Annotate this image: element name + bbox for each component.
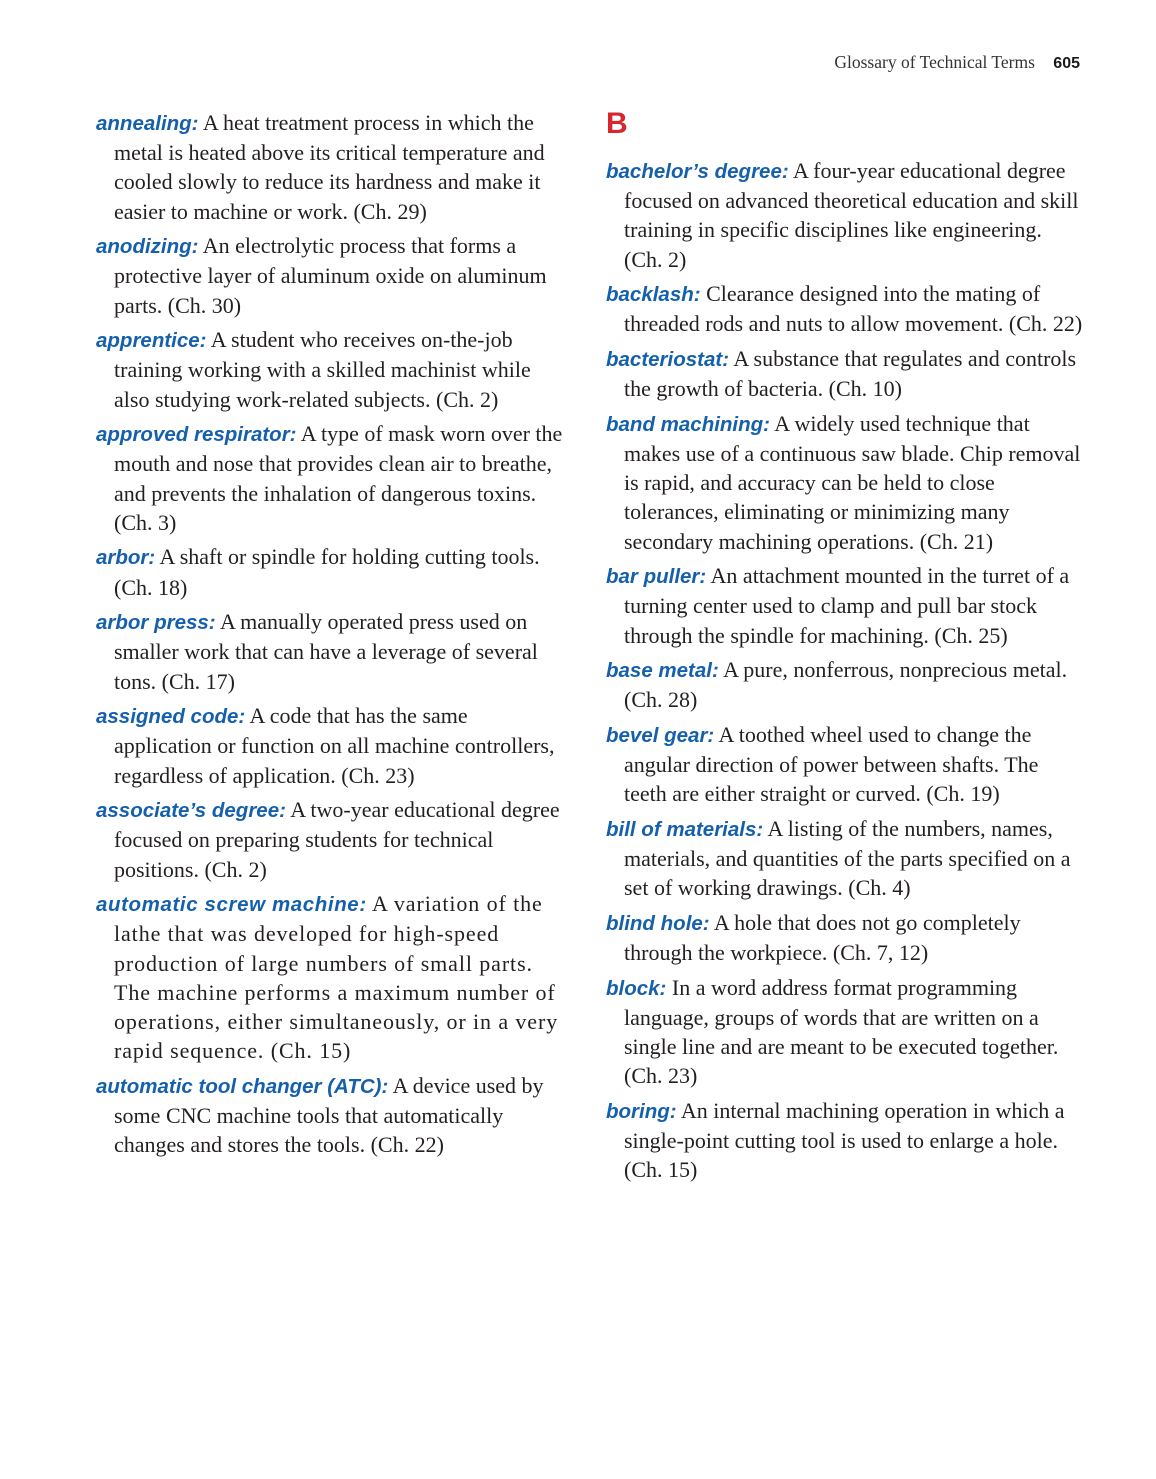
glossary-entry [606,279,1084,338]
glossary-definition: A type of mask worn over the mouth and nose that provides clean air to breathe, and prevents the inhalation of dangerous toxins. (Ch. 3) [114,421,563,535]
glossary-term: band machining: [606,412,770,436]
glossary-definition: A variation of the lathe that was developed for high-speed production of large numbers of small parts. The machine performs a maximum number of operations, either simultaneously, or in a very rapid sequence. (Ch. 15) [114,891,559,1064]
glossary-term: apprentice: [96,329,207,353]
glossary-entry [96,419,570,537]
glossary-entry [606,561,1084,650]
glossary-definition: An attachment mounted in the turret of a turning center used to clamp and pull bar stock through the spindle for machining. (Ch. 25) [624,563,1070,648]
glossary-entry [606,409,1084,556]
running-head-title: Glossary of Technical Terms [834,52,1035,72]
section-letter-heading: B [606,107,628,140]
glossary-entry [96,542,570,601]
glossary-term: boring: [606,1100,677,1123]
glossary-definition: In a word address format programming language, groups of words that are written on a single line and are meant to be executed together. (Ch. 23) [624,974,1059,1089]
glossary-definition: An internal machining operation in which a single-point cutting tool is used to enlarge a hole. (Ch. 15) [624,1098,1065,1183]
glossary-entry [96,325,570,414]
glossary-term: blind hole: [606,912,710,935]
glossary-term: annealing: [96,112,199,135]
glossary-entry [96,795,570,884]
glossary-entry [606,156,1084,274]
glossary-definition: A student who receives on-the-job training working with a skilled machinist while also studying work-related subjects. (Ch. 2) [114,327,531,412]
glossary-definition: A widely used technique that makes use of a continuous saw blade. Chip removal is rapid, and accuracy can be held to close tolerances, eliminating or minimizing many secondary machining operations. (Ch. 21) [624,410,1081,554]
glossary-definition: A toothed wheel used to change the angular direction of power between shafts. The teeth are either straight or curved. (Ch. 19) [624,722,1039,807]
glossary-definition: A pure, nonferrous, nonprecious metal. (Ch. 28) [624,657,1068,713]
glossary-entry [606,344,1084,403]
glossary-entry [606,973,1084,1091]
glossary-entry [606,720,1084,809]
glossary-definition: A code that has the same application or function on all machine controllers, regardless of application. (Ch. 23) [114,703,555,788]
running-head [834,52,1080,73]
glossary-definition: Clearance designed into the mating of threaded rods and nuts to allow movement. (Ch. 22) [624,281,1083,337]
glossary-entry [606,908,1084,967]
glossary-term: bachelor’s degree: [606,160,789,183]
glossary-definition: A shaft or spindle for holding cutting tools. (Ch. 18) [114,544,540,600]
glossary-entry [96,701,570,790]
glossary-entry [96,607,570,696]
glossary-definition: A device used by some CNC machine tools that automatically changes and stores the tools. (Ch. 22) [114,1072,544,1158]
glossary-entry [606,814,1084,903]
glossary-entry [96,1071,570,1160]
glossary-term: automatic tool changer (ATC): [96,1074,389,1098]
glossary-definition: A two-year educational degree focused on preparing students for technical positions. (Ch. 2) [114,797,560,882]
glossary-definition: A listing of the numbers, names, materials, and quantities of the parts specified on a set of working drawings. (Ch. 4) [624,816,1071,901]
glossary-definition: A manually operated press used on smaller work that can have a leverage of several tons. (Ch. 17) [114,609,538,694]
page-number: 605 [1053,55,1080,72]
glossary-term: bar puller: [606,565,707,589]
glossary-definition: A heat treatment process in which the metal is heated above its critical temperature and cooled slowly to reduce its hardness and make it easier to machine or work. (Ch. 29) [114,110,545,224]
glossary-entry [606,1096,1084,1185]
glossary-column-right [606,108,1084,1190]
glossary-definition: A hole that does not go completely through the workpiece. (Ch. 7, 12) [624,910,1021,966]
glossary-term: anodizing: [96,235,199,259]
glossary-entry [96,231,570,320]
glossary-term: assigned code: [96,705,246,729]
glossary-term: arbor: [96,546,156,570]
glossary-term: backlash: [606,283,701,307]
glossary-definition: A substance that regulates and controls the growth of bacteria. (Ch. 10) [624,346,1077,402]
glossary-term: bacteriostat: [606,348,730,371]
glossary-definition: An electrolytic process that forms a protective layer of aluminum oxide on aluminum parts. (Ch. 30) [114,233,547,318]
glossary-term: bill of materials: [606,818,764,841]
glossary-term: approved respirator: [96,423,297,447]
glossary-entry [96,889,570,1065]
glossary-term: block: [606,976,667,1000]
glossary-term: associate’s degree: [96,799,286,823]
glossary-entry [96,108,570,226]
glossary-term: base metal: [606,659,719,683]
glossary-term: arbor press: [96,611,216,635]
glossary-term: bevel gear: [606,724,715,747]
glossary-definition: A four-year educational degree focused on advanced theoretical education and skill training in specific disciplines like engineering. (Ch. 2) [624,158,1079,272]
glossary-term: automatic screw machine: [96,893,367,917]
glossary-entry [606,655,1084,714]
glossary-column-left [96,108,570,1165]
